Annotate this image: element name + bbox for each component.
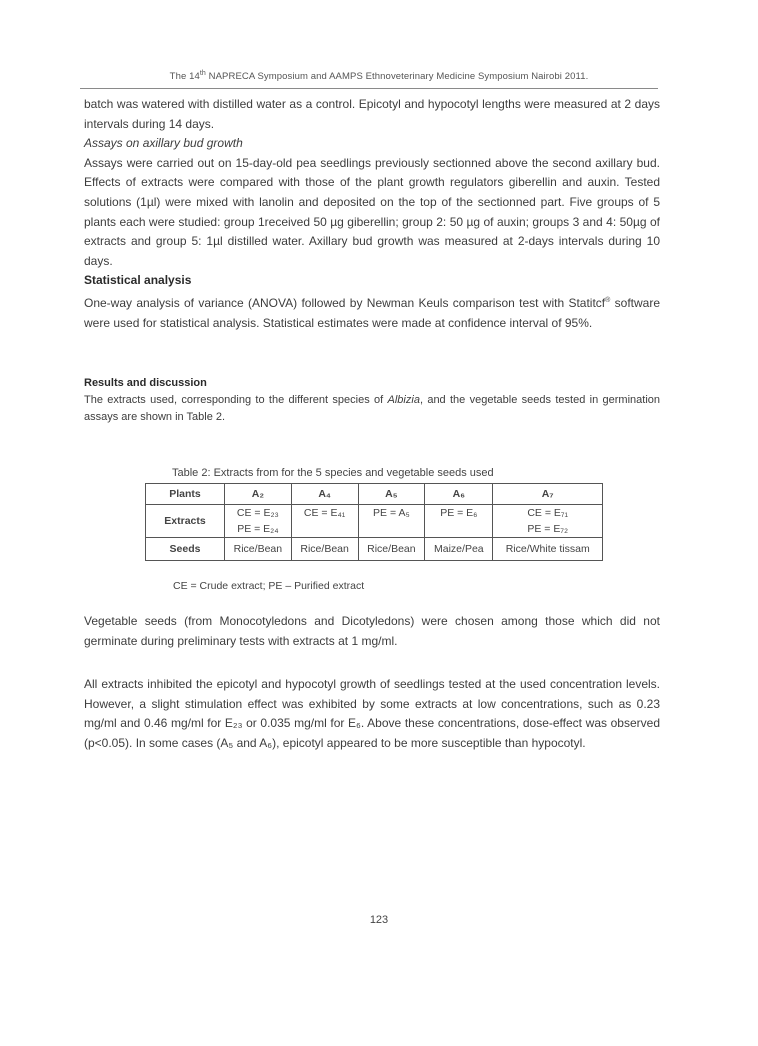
seed-cell: Rice/Bean: [358, 538, 425, 561]
extract-cell: PE = A₅: [358, 505, 425, 538]
heading-results-discussion: Results and discussion: [84, 377, 207, 389]
table-row-seeds: [146, 538, 603, 561]
paragraph-watering: batch was watered with distilled water as a control. Epicotyl and hypocotyl lengths were measured at 2 days intervals during 14 days.: [84, 97, 660, 131]
discussion-section: [84, 612, 660, 754]
plant-cell: A₄: [291, 484, 358, 505]
results-section: [84, 375, 660, 426]
page-number: 123: [369, 914, 389, 926]
running-header: The 14th NAPRECA Symposium and AAMPS Ethnoveterinary Medicine Symposium Nairobi 2011.: [169, 70, 589, 83]
seed-cell: Rice/Bean: [291, 538, 358, 561]
plant-cell: A₂: [225, 484, 292, 505]
paragraph-results-intro: The extracts used, corresponding to the different species of Albizia, and the vegetable seeds tested in germination assays are shown in Table 2.: [84, 394, 661, 423]
table-footnote: CE = Crude extract; PE – Purified extract: [173, 580, 365, 592]
row-label-plants: Plants: [146, 484, 225, 505]
paragraph-inhibition: All extracts inhibited the epicotyl and hypocotyl growth of seedlings tested at the used concentration levels. However, a slight stimulation effect was exhibited by some extracts at low concentrations, such as 0.23 mg/ml and 0.46 mg/ml for E₂₃ or 0.035 mg/ml for E₆. Above these concentrations, dose-effect was observed (p<0.05). In some cases (A₅ and A₆), epicotyl appeared to be more susceptible than hypocotyl.: [84, 677, 660, 750]
seed-cell: Maize/Pea: [425, 538, 493, 561]
plant-cell: A₅: [358, 484, 425, 505]
subheading-statistical-analysis: Statistical analysis: [84, 273, 192, 288]
subheading-axillary-bud: Assays on axillary bud growth: [84, 136, 243, 151]
paragraph-axillary-assay: Assays were carried out on 15-day-old pea seedlings previously sectionned above the second axillary bud. Effects of extracts were compared with those of the plant growth regulators giberellin and auxin. Tested solutions (1µl) were mixed with lanolin and deposited on the top of the sectionned part. Five groups of 5 plants each were studied: group 1received 50 µg giberellin; group 2: 50 µg of auxin; groups 3 and 4: 50µg of extracts and group 5: 1µl distilled water. Axillary bud growth was measured at 2-days intervals during 10 days.: [84, 155, 660, 268]
plant-cell: A₇: [493, 484, 603, 505]
paragraph-vegetable-seeds: Vegetable seeds (from Monocotyledons and Dicotyledons) were chosen among those which did not germinate during preliminary tests with extracts at 1 mg/ml.: [84, 614, 660, 648]
header-rule: [80, 88, 658, 89]
extract-cell: PE = E₆: [425, 505, 493, 538]
paragraph-statistics: One-way analysis of variance (ANOVA) followed by Newman Keuls comparison test with Statitcf® software were used for statistical analysis. Statistical estimates were made at confidence interval of 95%.: [84, 295, 660, 330]
row-label-seeds: Seeds: [146, 538, 225, 561]
extract-cell: CE = E₇₁ PE = E₇₂: [493, 505, 603, 538]
extract-cell: CE = E₄₁: [291, 505, 358, 538]
extracts-table: [145, 483, 603, 561]
row-label-extracts: Extracts: [146, 505, 225, 538]
extract-cell: CE = E₂₃ PE = E₂₄: [225, 505, 292, 538]
plant-cell: A₆: [425, 484, 493, 505]
seed-cell: Rice/Bean: [225, 538, 292, 561]
table-caption: Table 2: Extracts from for the 5 species and vegetable seeds used: [172, 467, 494, 479]
paragraph-gap: [84, 651, 660, 675]
seed-cell: Rice/White tissam: [493, 538, 603, 561]
table-row-plants: [146, 484, 603, 505]
table-row-extracts: [146, 505, 603, 538]
methods-section: [84, 95, 660, 333]
